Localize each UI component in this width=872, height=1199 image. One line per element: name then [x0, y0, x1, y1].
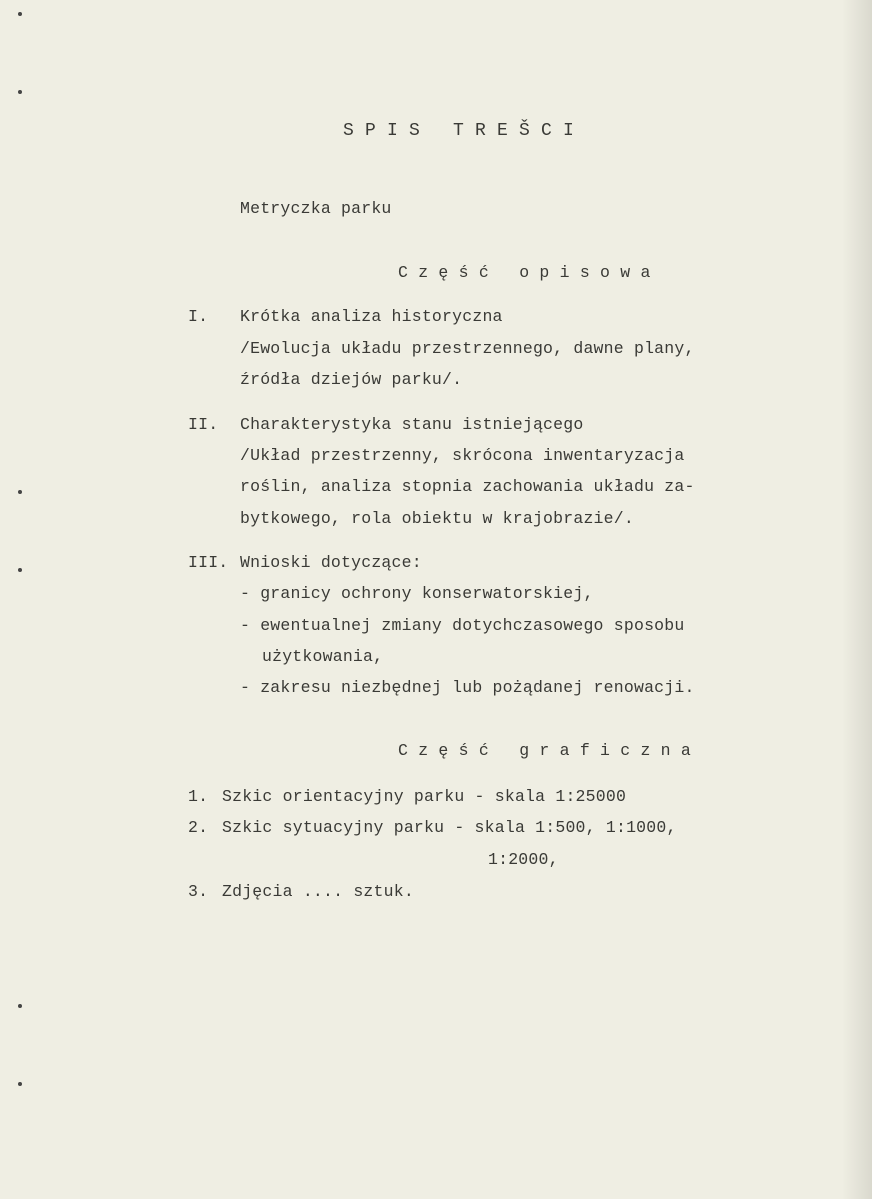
section-line: Wnioski dotyczące: — [240, 553, 422, 572]
margin-mark — [18, 568, 22, 572]
section-line: - granicy ochrony konserwatorskiej, — [240, 584, 594, 603]
section-number: I. — [188, 307, 209, 326]
item-line: Szkic sytuacyjny parku - skala 1:500, 1:1000, — [222, 818, 677, 837]
margin-mark — [18, 1082, 22, 1086]
item-number: 2. — [188, 818, 209, 837]
item-line: 1:2000, — [488, 850, 559, 869]
section-line: Krótka analiza historyczna — [240, 307, 503, 326]
margin-mark — [18, 1004, 22, 1008]
section-number: II. — [188, 415, 219, 434]
section-line: roślin, analiza stopnia zachowania układu za- — [240, 477, 695, 496]
section-line: /Układ przestrzenny, skrócona inwentaryzacja — [240, 446, 685, 465]
section-line: /Ewolucja układu przestrzennego, dawne plany, — [240, 339, 695, 358]
margin-mark — [18, 490, 22, 494]
item-number: 3. — [188, 882, 209, 901]
section-line: Charakterystyka stanu istniejącego — [240, 415, 584, 434]
section-line: użytkowania, — [262, 647, 384, 666]
item-number: 1. — [188, 787, 209, 806]
margin-mark — [18, 90, 22, 94]
section-line: bytkowego, rola obiektu w krajobrazie/. — [240, 509, 634, 528]
item-line: Zdjęcia .... sztuk. — [222, 882, 414, 901]
descriptive-part-heading: C z ę ś ć o p i s o w a — [398, 263, 651, 282]
page-edge-shadow — [842, 0, 872, 1199]
graphic-part-heading: C z ę ś ć g r a f i c z n a — [398, 741, 691, 760]
margin-mark — [18, 12, 22, 16]
page-title: S P I S T R E Š C I — [343, 121, 575, 141]
section-line: źródła dziejów parku/. — [240, 370, 463, 389]
section-line: - zakresu niezbędnej lub pożądanej renowacji. — [240, 678, 695, 697]
section-line: - ewentualnej zmiany dotychczasowego sposobu — [240, 616, 685, 635]
metryczka-label: Metryczka parku — [240, 199, 392, 218]
section-number: III. — [188, 553, 229, 572]
item-line: Szkic orientacyjny parku - skala 1:25000 — [222, 787, 627, 806]
